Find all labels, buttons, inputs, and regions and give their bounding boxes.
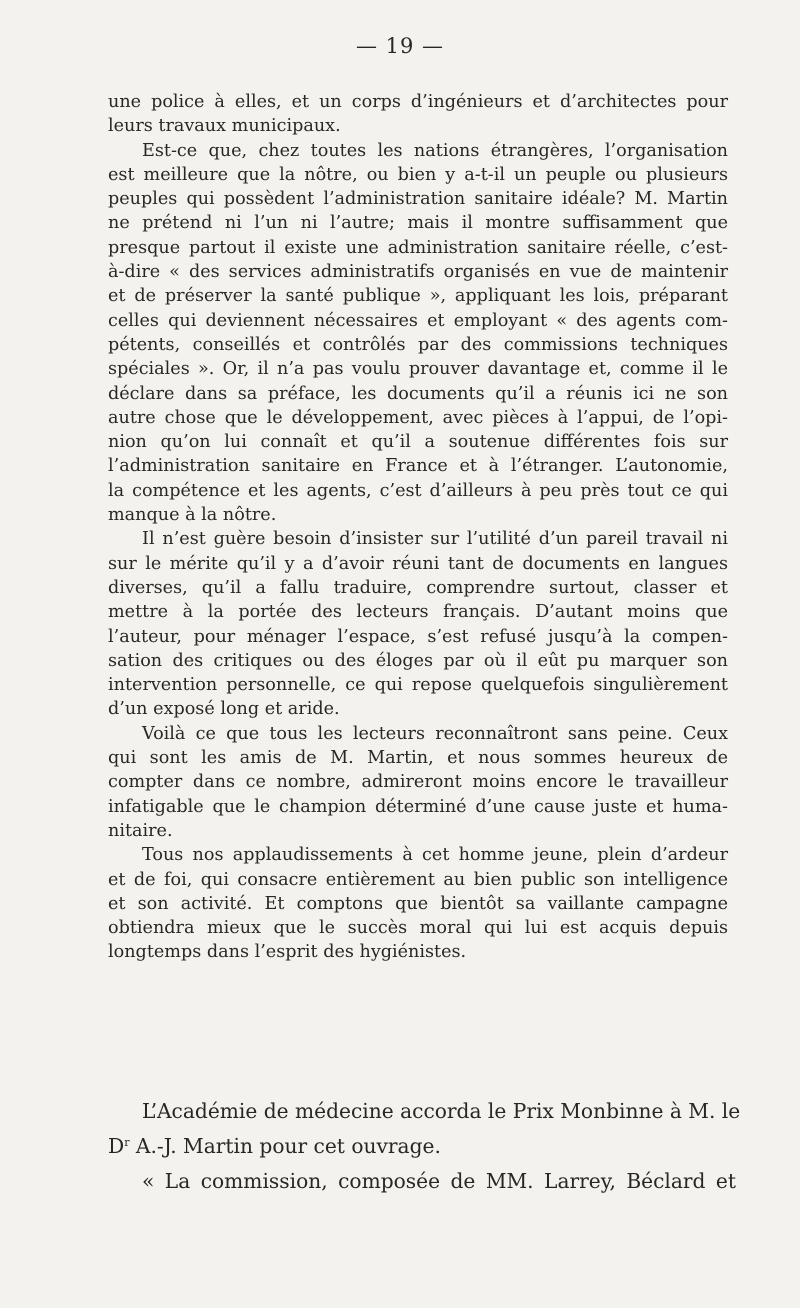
text-line: nion qu’on lui connaît et qu’il a soutenue différentes fois sur <box>108 432 728 453</box>
text-line: et son activité. Et comptons que bientôt sa vaillante campagne <box>108 893 728 914</box>
prize-text <box>108 1094 741 1199</box>
text-line: la compétence et les agents, c’est d’ailleurs à peu près tout ce qui <box>108 480 728 501</box>
text-line: et de foi, qui consacre entièrement au bien public son intelligence <box>108 869 728 890</box>
text-line: ne prétend ni l’un ni l’autre; mais il montre suffisamment que <box>108 213 728 234</box>
text-line: compter dans ce nombre, admireront moins encore le travailleur <box>108 772 728 793</box>
text-line: infatigable que le champion déterminé d’une cause juste et huma- <box>108 796 728 817</box>
text-line: déclare dans sa préface, les documents qu’il a réunis ici ne son <box>108 383 728 404</box>
text-line: pétents, conseillés et contrôlés par des commissions techniques <box>108 334 728 355</box>
text-line: et de préserver la santé publique », appliquant les lois, préparant <box>108 286 728 307</box>
page-number: — 19 — <box>355 34 445 58</box>
text-line: Voilà ce que tous les lecteurs reconnaîtront sans peine. Ceux <box>142 723 728 744</box>
text-line: Il n’est guère besoin d’insister sur l’utilité d’un pareil travail ni <box>142 529 728 550</box>
text-line: L’Académie de médecine accorda le Prix Monbinne à M. le <box>142 1099 741 1123</box>
text-segment: A.-J. Martin pour cet ouvrage. <box>135 1134 441 1158</box>
text-line: presque partout il existe une administration sanitaire réelle, c’est- <box>108 237 728 258</box>
text-line: l’administration sanitaire en France et à l’étranger. L’autonomie, <box>108 456 728 477</box>
text-line: autre chose que le développement, avec pièces à l’appui, de l’opi- <box>108 407 728 428</box>
title-abbreviation: D <box>108 1134 125 1158</box>
text-line: manque à la nôtre. <box>108 505 277 526</box>
text-line: Tous nos applaudissements à cet homme jeune, plein d’ardeur <box>142 845 728 866</box>
title-superscript: r <box>124 1136 130 1149</box>
text-line: Est-ce que, chez toutes les nations étrangères, l’organisation <box>142 140 728 161</box>
text-line: qui sont les amis de M. Martin, et nous sommes heureux de <box>108 748 728 769</box>
text-line: leurs travaux municipaux. <box>108 116 341 137</box>
text-line: peuples qui possèdent l’administration sanitaire idéale? M. Martin <box>108 189 728 210</box>
text-line: spéciales ». Or, il n’a pas voulu prouver davantage et, comme il le <box>108 359 728 380</box>
text-line: nitaire. <box>108 820 173 841</box>
text-line: sation des critiques ou des éloges par où il eût pu marquer son <box>108 650 728 671</box>
text-line: diverses, qu’il a fallu traduire, comprendre surtout, classer et <box>108 577 728 598</box>
text-line: longtemps dans l’esprit des hygiénistes. <box>108 942 467 963</box>
text-line <box>108 1129 736 1164</box>
text-line: l’auteur, pour ménager l’espace, s’est refusé jusqu’à la compen- <box>108 626 728 647</box>
text-line: obtiendra mieux que le succès moral qui lui est acquis depuis <box>108 918 728 939</box>
text-line: sur le mérite qu’il y a d’avoir réuni tant de documents en langues <box>108 553 728 574</box>
text-line: intervention personnelle, ce qui repose quelquefois singulièrement <box>108 675 728 696</box>
text-line: celles qui deviennent nécessaires et employant « des agents com- <box>108 310 728 331</box>
text-line: mettre à la portée des lecteurs français. D’autant moins que <box>108 602 728 623</box>
review-text <box>108 90 728 965</box>
text-line: d’un exposé long et aride. <box>108 699 340 720</box>
text-line: une police à elles, et un corps d’ingénieurs et d’architectes pour <box>108 92 728 112</box>
text-line: à-dire « des services administratifs organisés en vue de maintenir <box>108 262 728 283</box>
text-line: est meilleure que la nôtre, ou bien y a-t-il un peuple ou plusieurs <box>108 164 728 185</box>
text-line: « La commission, composée de MM. Larrey, Béclard et <box>142 1169 736 1193</box>
